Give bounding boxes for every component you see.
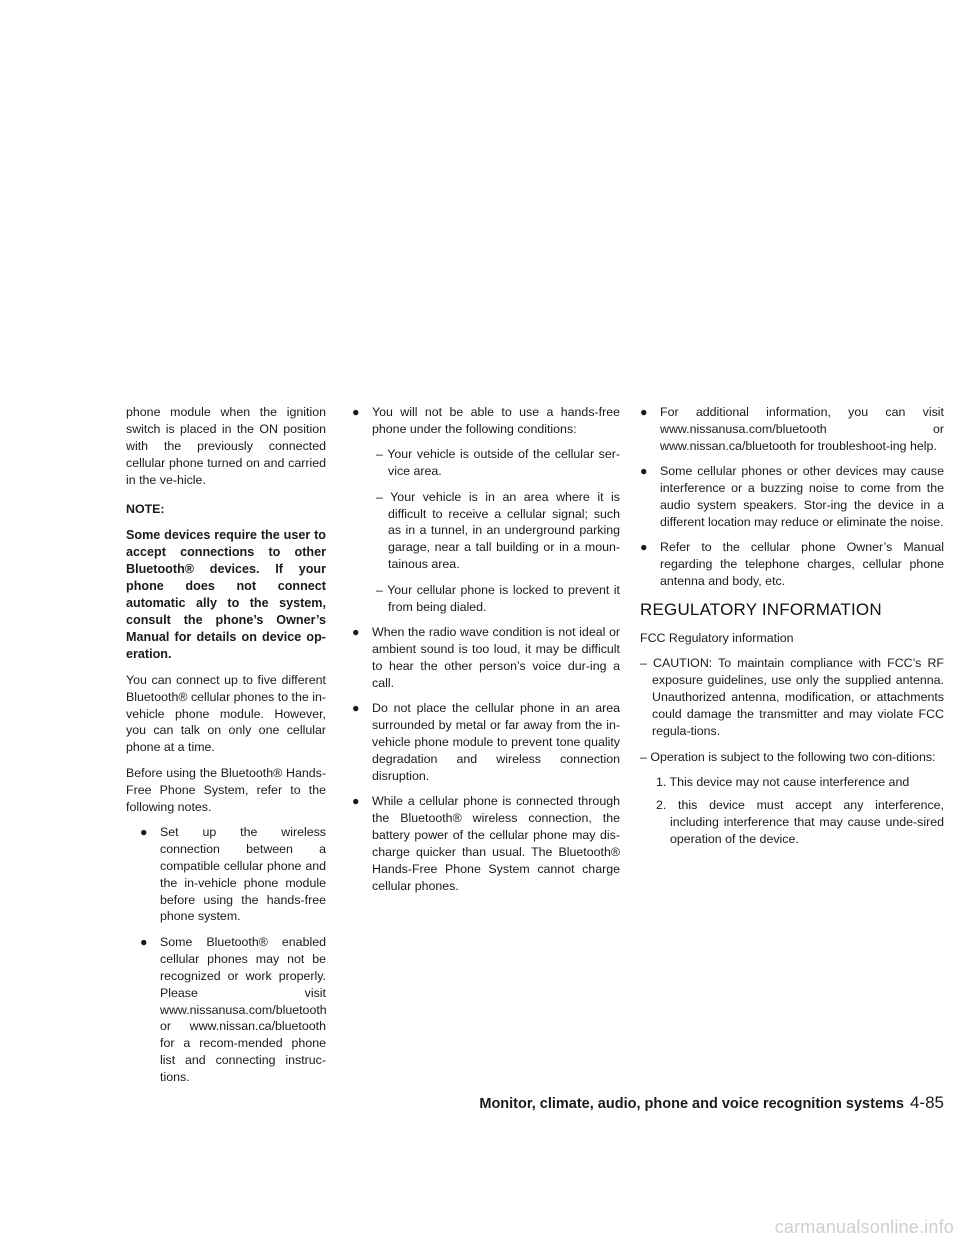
page-number: 4-85 <box>909 1093 944 1112</box>
operation-item: – Operation is subject to the following two con-ditions: <box>640 749 936 764</box>
list-item <box>640 404 944 455</box>
numbered-item: 2. this device must accept any interference, including interference that may cause unde-sired operation of the device. <box>656 797 944 846</box>
bullet-icon: ● <box>352 624 360 639</box>
numbered-item: 1. This device may not cause interference and <box>656 774 910 789</box>
bullet-icon: ● <box>352 405 360 419</box>
list-item-text: Refer to the cellular phone Owner’s Manual regarding the telephone charges, cellular phone antenna and body, etc. <box>660 540 944 589</box>
list-item <box>352 404 620 438</box>
column-right <box>640 404 944 854</box>
column-left <box>126 404 326 1095</box>
sub-list-item: – Your vehicle is in an area where it is difficult to receive a cellular signal; such as in a tunnel, in an underground parking garage, near a tall building or in a moun-tainous area. <box>376 489 620 572</box>
bullet-icon: ● <box>640 464 648 479</box>
list-item-text: Some cellular phones or other devices may cause interference or a buzzing noise to come from the audio system speakers. Stor-ing the device in a different location may reduce or eliminate the noise. <box>660 464 944 529</box>
bullet-icon: ● <box>140 934 148 949</box>
list-item-text: When the radio wave condition is not ideal or ambient sound is too loud, it may be difficult to hear the other person’s voice dur-ing a call. <box>372 624 620 690</box>
page-footer <box>479 1093 944 1113</box>
note-heading: NOTE: <box>126 501 165 516</box>
bullet-icon: ● <box>352 794 360 809</box>
paragraph-intro: phone module when the ignition switch is placed in the ON position with the previously connected cellular phone turned on and carried in the ve-hicle. <box>126 405 326 487</box>
list-item-text: Set up the wireless connection between a compatible cellular phone and the in-vehicle phone module before using the hands-free phone system. <box>160 824 326 924</box>
sub-list-item: – Your vehicle is outside of the cellular ser-vice area. <box>376 447 620 479</box>
caution-item: – CAUTION: To maintain compliance with FCC’s RF exposure guidelines, use only the supplied antenna. Unauthorized antenna, modification, or attachments could damage the transmitter and may violate FCC regula-tions. <box>640 656 944 739</box>
paragraph-connect: You can connect up to five different Bluetooth® cellular phones to the in-vehicle phone module. However, you can talk on only one cellular phone at a time. <box>126 672 326 755</box>
list-item-text: You will not be able to use a hands-free phone under the following conditions: <box>372 405 620 436</box>
bullet-icon: ● <box>352 701 360 716</box>
list-item <box>140 934 326 1086</box>
list-item <box>352 700 620 785</box>
note-body: Some devices require the user to accept connections to other Bluetooth® devices. If your phone does not connect automatic ally to the system, consult the phone’s Owner’s Manual for details on device op-eration. <box>126 528 326 661</box>
list-item <box>640 539 944 590</box>
list-item-text: Do not place the cellular phone in an area surrounded by metal or far away from the in-vehicle phone module to prevent tone quality degradation and wireless connection disruption. <box>372 701 620 783</box>
column-middle <box>352 404 620 903</box>
list-item-text: While a cellular phone is connected through the Bluetooth® wireless connection, the battery power of the cellular phone may dis-charge quicker than usual. The Bluetooth® Hands-Free Phone System cannot charge cellular phones. <box>372 794 620 893</box>
list-item <box>352 624 620 692</box>
fcc-label: FCC Regulatory information <box>640 631 794 646</box>
list-item-text: For additional information, you can visit www.nissanusa.com/bluetooth or www.nissan.ca/bluetooth for troubleshoot-ing help. <box>660 405 944 453</box>
list-item <box>352 793 620 894</box>
list-item <box>140 824 326 925</box>
paragraph-before-using: Before using the Bluetooth® Hands-Free Phone System, refer to the following notes. <box>126 765 326 814</box>
bullet-icon: ● <box>640 540 648 555</box>
sub-list-item: – Your cellular phone is locked to prevent it from being dialed. <box>376 582 620 614</box>
section-heading: REGULATORY INFORMATION <box>640 600 882 620</box>
section-title: Monitor, climate, audio, phone and voice recognition systems <box>479 1096 904 1112</box>
list-item <box>640 463 944 531</box>
watermark: carmanualsonline.info <box>774 1217 954 1237</box>
bullet-icon: ● <box>640 405 648 419</box>
bullet-icon: ● <box>140 824 148 839</box>
list-item-text: Some Bluetooth® enabled cellular phones may not be recognized or work properly. Please visit www.nissanusa.com/bluetooth or www.nissan.ca/bluetooth for a recom-mended phone list and connecting instruc-tions. <box>160 934 327 1085</box>
